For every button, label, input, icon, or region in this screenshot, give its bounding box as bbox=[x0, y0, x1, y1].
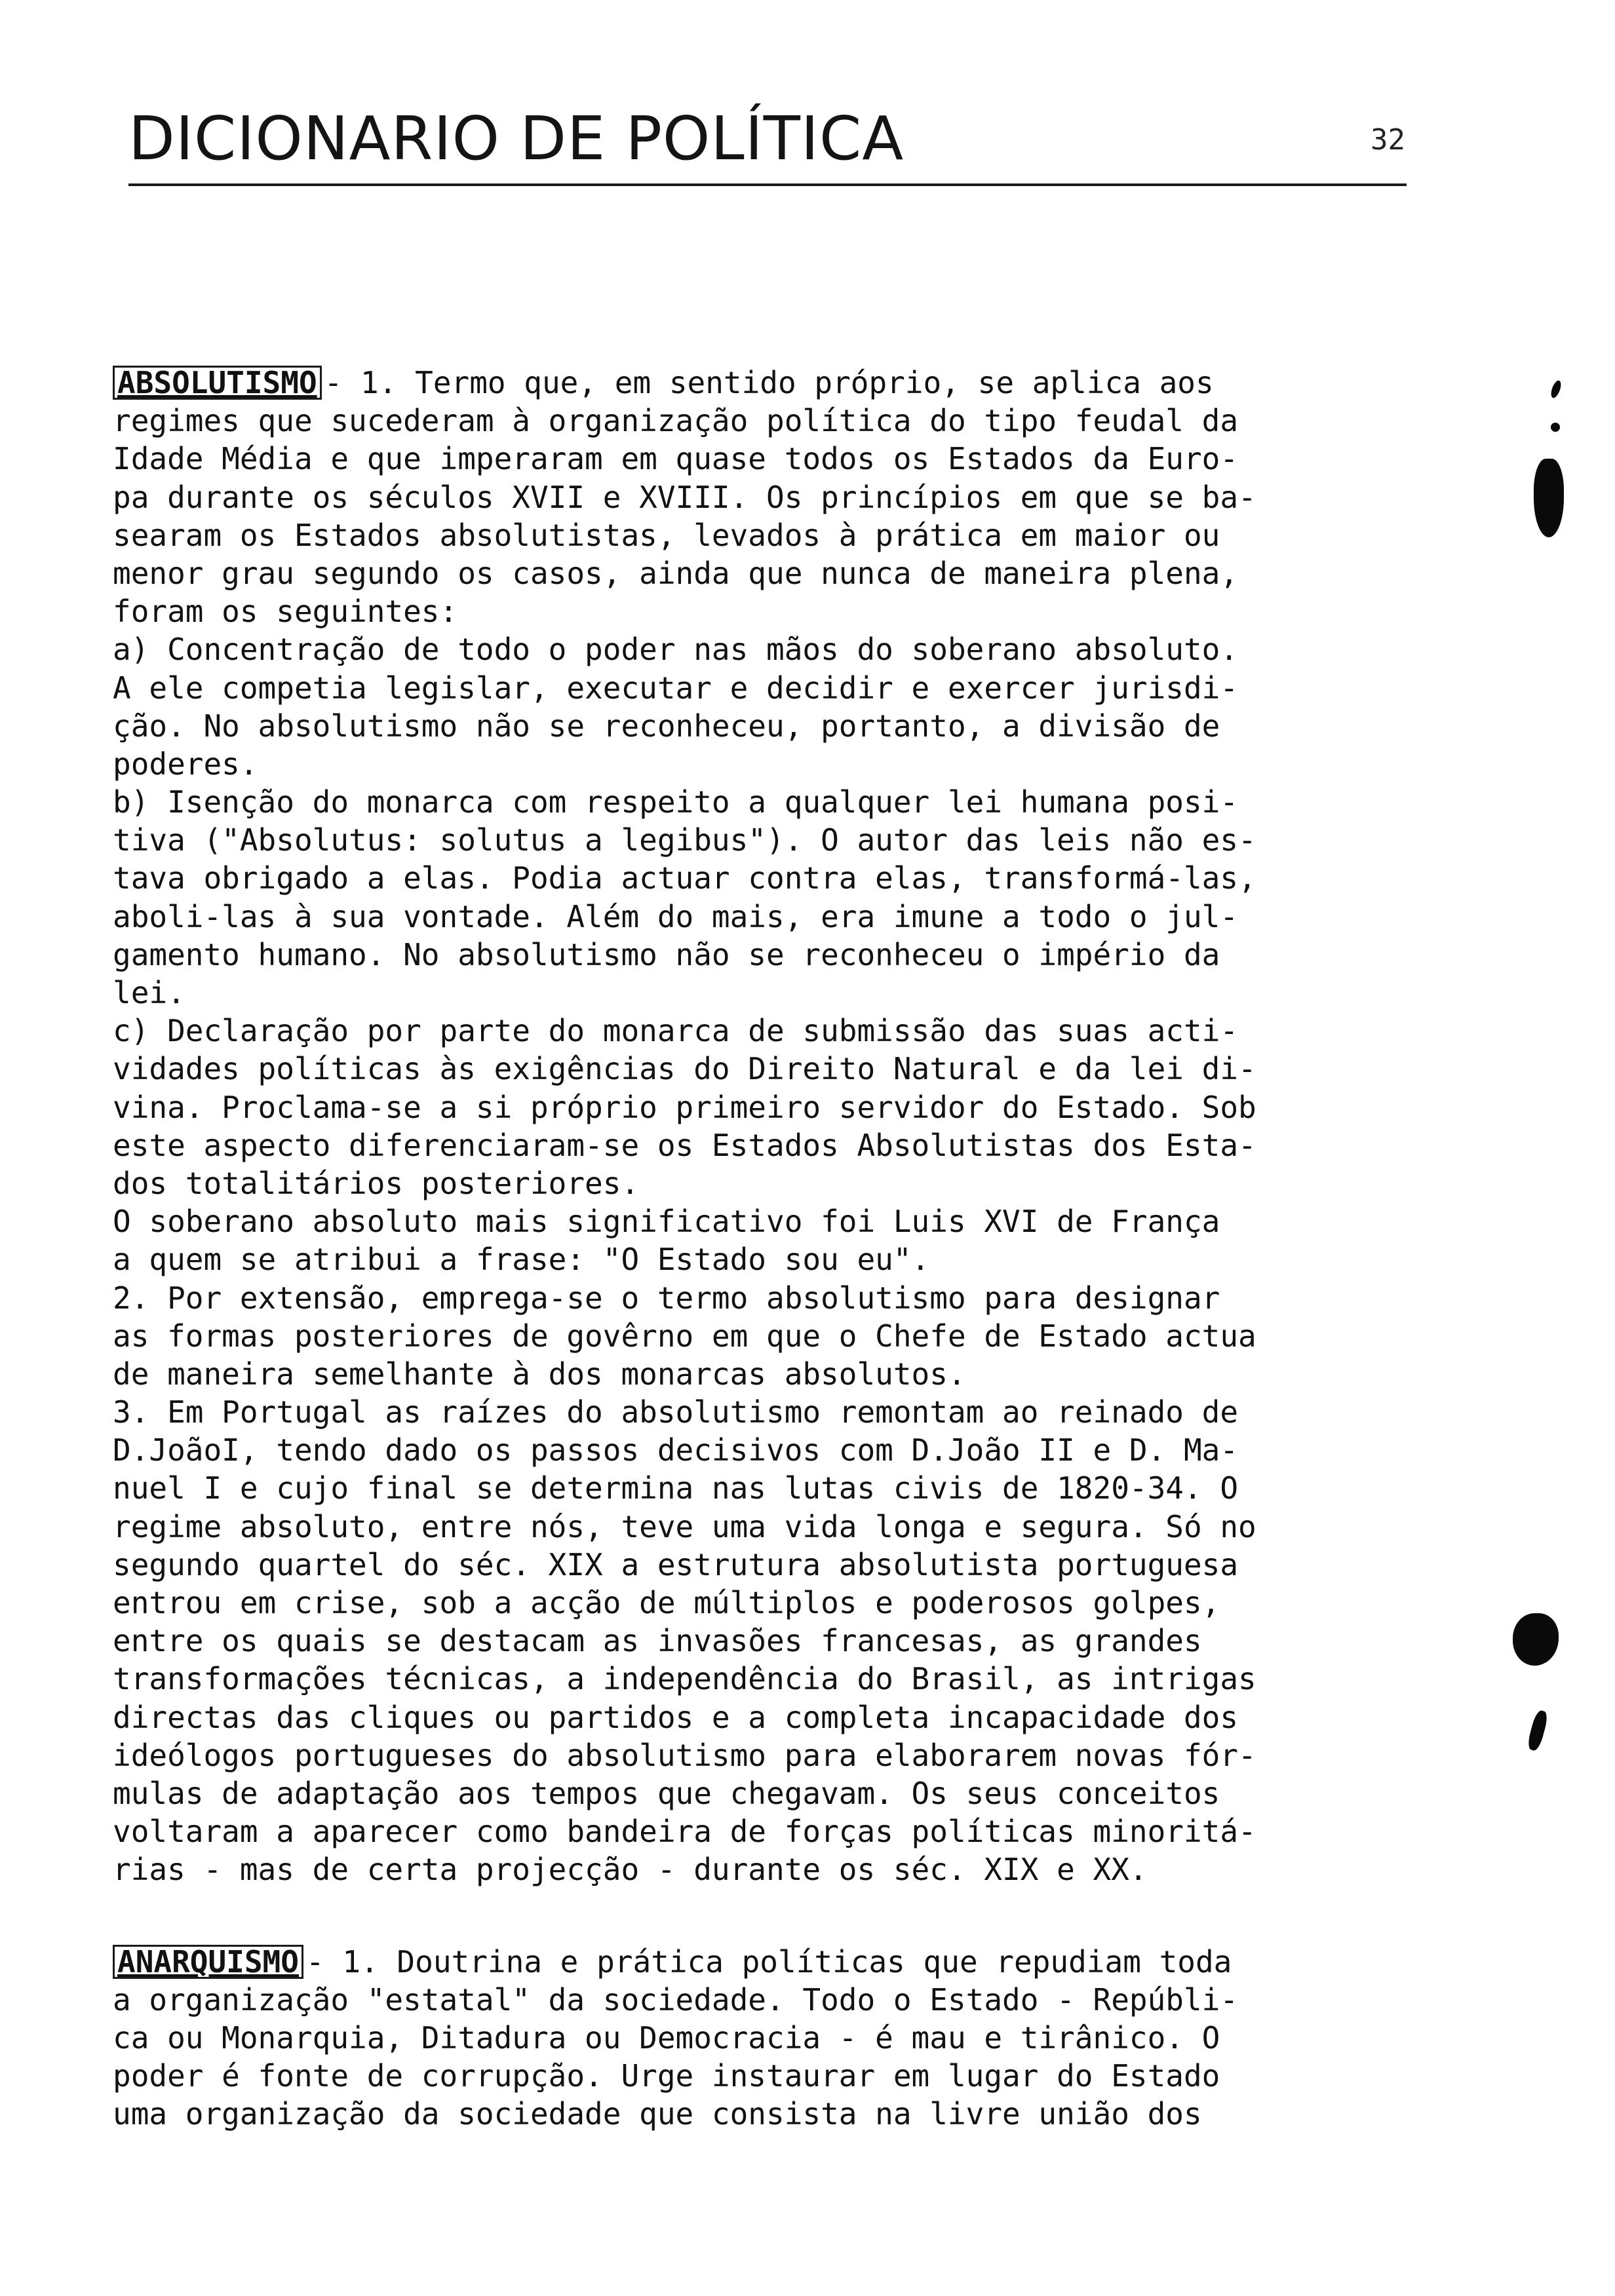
text-line: nuel I e cujo final se determina nas lutas civis de 1820-34. O bbox=[113, 1470, 1239, 1506]
text-line: voltaram a aparecer como bandeira de forças políticas minoritá- bbox=[113, 1814, 1256, 1850]
text-line: a) Concentração de todo o poder nas mãos do soberano absoluto. bbox=[113, 632, 1239, 668]
text-line: ca ou Monarquia, Ditadura ou Democracia - é mau e tirânico. O bbox=[113, 2019, 1220, 2056]
text-line: entrou em crise, sob a acção de múltiplos e poderosos golpes, bbox=[113, 1585, 1220, 1620]
ink-blot-mark bbox=[1534, 459, 1564, 537]
text-line: vina. Proclama-se a si próprio primeiro servidor do Estado. Sob bbox=[113, 1089, 1256, 1125]
text-line: gamento humano. No absolutismo não se reconheceu o império da bbox=[113, 936, 1220, 972]
text-line: directas das cliques ou partidos e a completa incapacidade dos bbox=[113, 1699, 1239, 1735]
text-line: vidades políticas às exigências do Direito Natural e da lei di- bbox=[113, 1051, 1256, 1087]
line-text: - 1. Termo que, em sentido próprio, se aplica aos bbox=[324, 365, 1214, 400]
page-number: 32 bbox=[1371, 123, 1405, 157]
entry-separator bbox=[113, 1889, 1417, 1943]
ink-blot-mark bbox=[1526, 1709, 1549, 1751]
text-line: uma organização da sociedade que consista na livre união dos bbox=[113, 2096, 1202, 2132]
text-line: poder é fonte de corrupção. Urge instaurar em lugar do Estado bbox=[113, 2058, 1220, 2094]
text-line: b) Isenção do monarca com respeito a qualquer lei humana posi- bbox=[113, 784, 1239, 820]
ink-blot-mark bbox=[1551, 423, 1560, 432]
text-line: poderes. bbox=[113, 746, 258, 782]
text-line: tava obrigado a elas. Podia actuar contra elas, transformá-las, bbox=[113, 860, 1256, 896]
line-text: - 1. Doutrina e prática políticas que repudiam toda bbox=[305, 1943, 1232, 1980]
text-line: tiva ("Absolutus: solutus a legibus"). O autor das leis não es- bbox=[113, 822, 1256, 858]
text-line: searam os Estados absolutistas, levados à prática em maior ou bbox=[113, 517, 1220, 553]
text-line: regime absoluto, entre nós, teve uma vida longa e segura. Só no bbox=[113, 1508, 1256, 1544]
text-line: de maneira semelhante à dos monarcas absolutos. bbox=[113, 1356, 966, 1392]
text-line: c) Declaração por parte do monarca de submissão das suas acti- bbox=[113, 1013, 1239, 1049]
ink-blot-mark bbox=[1513, 1613, 1559, 1666]
entry-anarquismo bbox=[113, 1943, 1417, 2133]
text-line: aboli-las à sua vontade. Além do mais, era imune a todo o jul- bbox=[113, 898, 1239, 934]
text-line: D.JoãoI, tendo dado os passos decisivos com D.João II e D. Ma- bbox=[113, 1432, 1239, 1468]
text-line: O soberano absoluto mais significativo foi Luis XVI de França bbox=[113, 1204, 1220, 1240]
headword-anarquismo: ANARQUISMO bbox=[113, 1945, 303, 1979]
text-line: 3. Em Portugal as raízes do absolutismo remontam ao reinado de bbox=[113, 1394, 1239, 1430]
entry-absolutismo bbox=[113, 364, 1417, 1889]
text-line: ideólogos portugueses do absolutismo para elaborarem novas fór- bbox=[113, 1737, 1256, 1773]
text-line: ção. No absolutismo não se reconheceu, portanto, a divisão de bbox=[113, 708, 1220, 744]
text-line: a organização "estatal" da sociedade. Todo o Estado - Repúbli- bbox=[113, 1981, 1239, 2018]
page-title: DICIONARIO DE POLÍTICA bbox=[128, 104, 905, 174]
text-line: regimes que sucederam à organização política do tipo feudal da bbox=[113, 403, 1239, 439]
ink-blot-mark bbox=[1549, 379, 1563, 399]
text-line: Idade Média e que imperaram em quase todos os Estados da Euro- bbox=[113, 441, 1239, 477]
text-line: 2. Por extensão, emprega-se o termo absolutismo para designar bbox=[113, 1280, 1220, 1316]
text-line: mulas de adaptação aos tempos que chegavam. Os seus conceitos bbox=[113, 1775, 1220, 1811]
text-line: pa durante os séculos XVII e XVIII. Os princípios em que se ba- bbox=[113, 479, 1256, 515]
page-header bbox=[128, 98, 1407, 186]
text-line: A ele competia legislar, executar e decidir e exercer jurisdi- bbox=[113, 670, 1239, 706]
text-line: as formas posteriores de govêrno em que o Chefe de Estado actua bbox=[113, 1318, 1256, 1354]
text-line: este aspecto diferenciaram-se os Estados Absolutistas dos Esta- bbox=[113, 1127, 1256, 1163]
text-line: foram os seguintes: bbox=[113, 594, 458, 630]
text-line bbox=[113, 364, 1417, 402]
text-line: dos totalitários posteriores. bbox=[113, 1165, 640, 1201]
text-line: transformações técnicas, a independência do Brasil, as intrigas bbox=[113, 1661, 1256, 1697]
document-body bbox=[113, 364, 1417, 2133]
text-line: rias - mas de certa projecção - durante os séc. XIX e XX. bbox=[113, 1852, 1148, 1888]
text-line bbox=[113, 1943, 1417, 1981]
text-line: entre os quais se destacam as invasões francesas, as grandes bbox=[113, 1623, 1202, 1659]
text-line: menor grau segundo os casos, ainda que nunca de maneira plena, bbox=[113, 555, 1239, 591]
text-line: lei. bbox=[113, 975, 185, 1010]
text-line: segundo quartel do séc. XIX a estrutura absolutista portuguesa bbox=[113, 1546, 1239, 1582]
text-line: a quem se atribui a frase: "O Estado sou eu". bbox=[113, 1242, 930, 1278]
headword-absolutismo: ABSOLUTISMO bbox=[113, 366, 322, 400]
